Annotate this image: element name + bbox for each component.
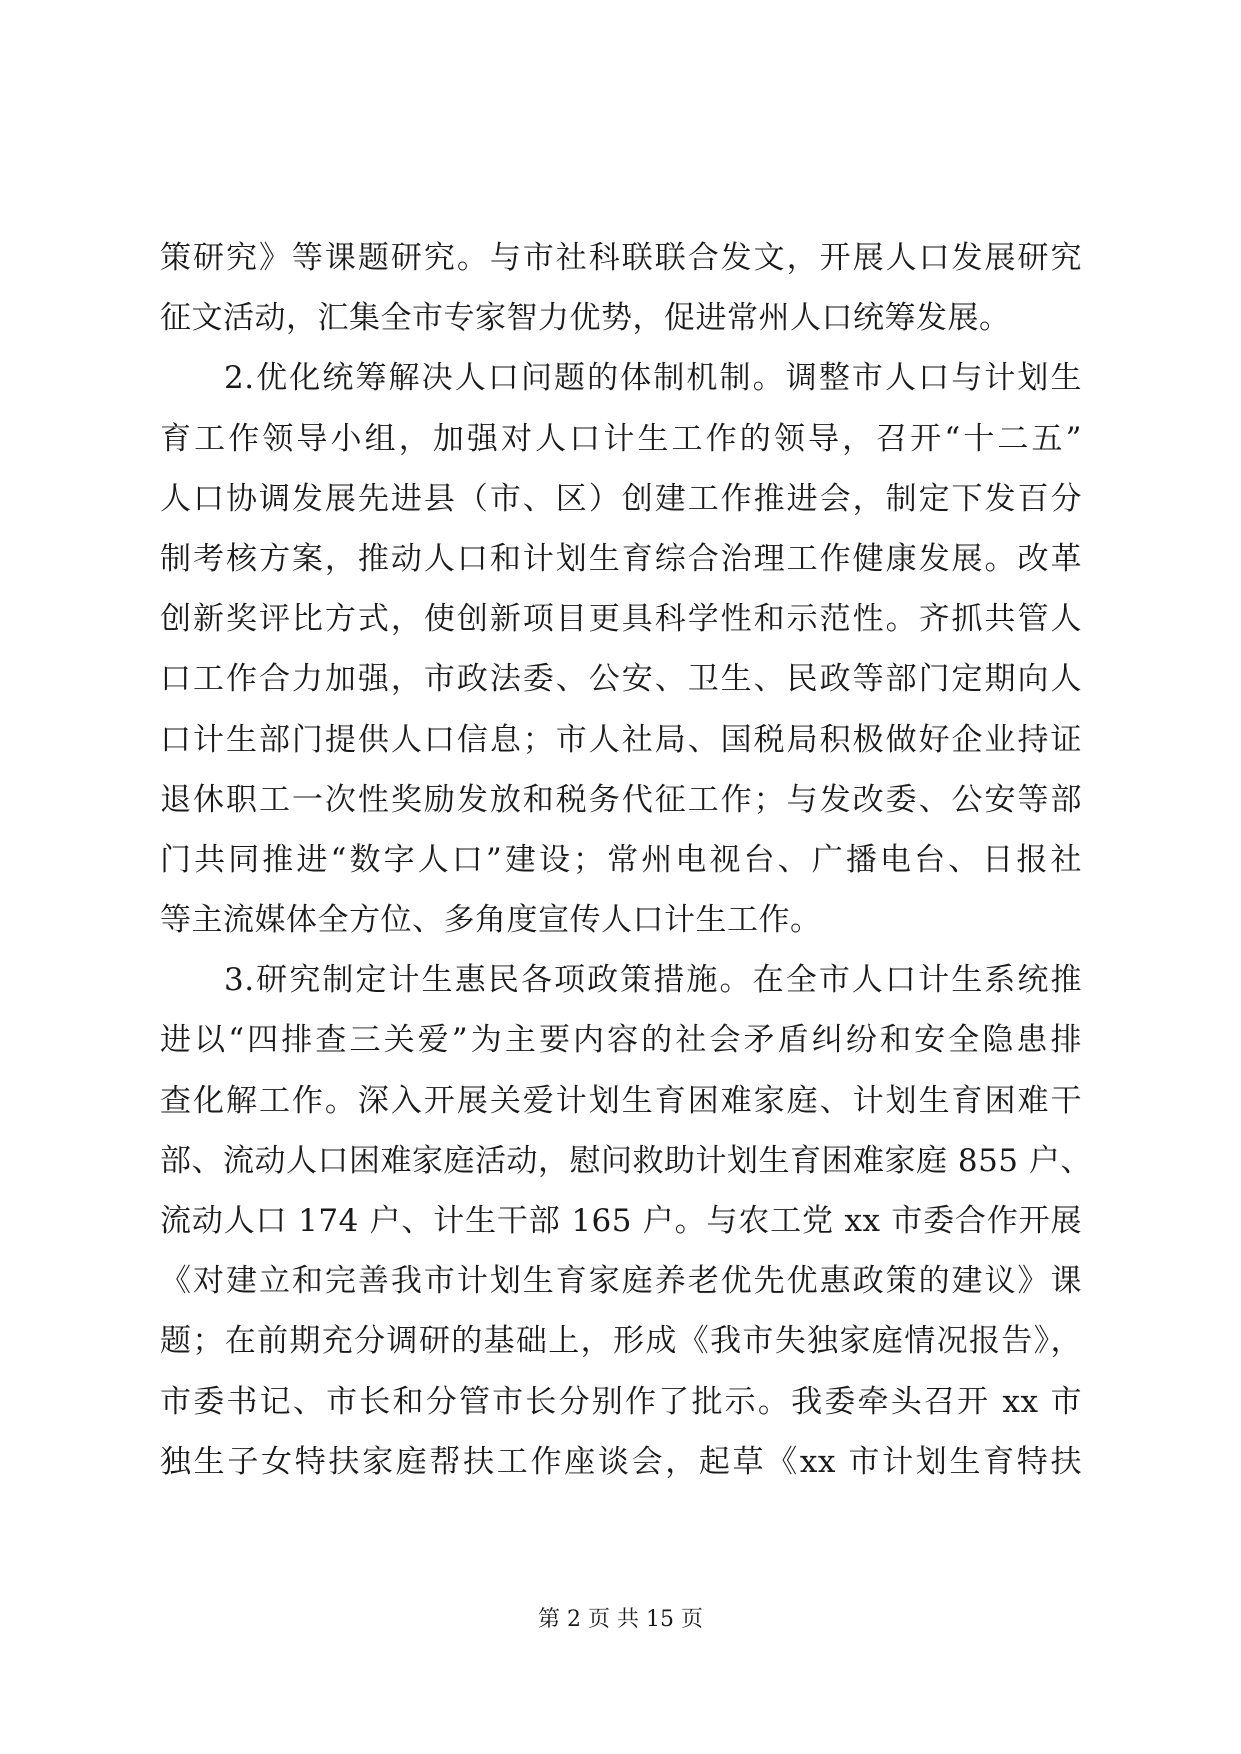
text-line-5: 人口协调发展先进县（市、区）创建工作推进会，制定下发百分 [160, 480, 1082, 517]
text-line-20: 市委书记、市长和分管市长分别作了批示。我委牵头召开 xx 市 [160, 1383, 1082, 1420]
text-line-11: 门共同推进“数字人口”建设；常州电视台、广播电台、日报社 [160, 841, 1082, 878]
text-line-16: 部、流动人口困难家庭活动，慰问救助计划生育困难家庭 855 户、 [160, 1142, 1092, 1179]
page-footer [0, 1605, 1241, 1635]
text-line-12: 等主流媒体全方位、多角度宣传人口计生工作。 [160, 902, 822, 939]
text-line-6: 制考核方案，推动人口和计划生育综合治理工作健康发展。改革 [160, 540, 1082, 577]
text-line-18: 《对建立和完善我市计划生育家庭养老优先优惠政策的建议》课 [160, 1263, 1082, 1300]
text-line-14: 进以“四排查三关爱”为主要内容的社会矛盾纠纷和安全隐患排 [160, 1022, 1082, 1059]
text-line-2: 征文活动，汇集全市专家智力优势，促进常州人口统筹发展。 [160, 300, 1011, 337]
text-line-21: 独生子女特扶家庭帮扶工作座谈会，起草《xx 市计划生育特扶 [160, 1443, 1082, 1480]
text-line-4: 育工作领导小组，加强对人口计生工作的领导，召开“十二五” [160, 420, 1082, 457]
text-line-19: 题；在前期充分调研的基础上，形成《我市失独家庭情况报告》， [160, 1323, 1082, 1360]
text-line-8: 口工作合力加强，市政法委、公安、卫生、民政等部门定期向人 [160, 661, 1082, 698]
text-line-9: 口计生部门提供人口信息；市人社局、国税局积极做好企业持证 [160, 721, 1082, 758]
text-line-15: 查化解工作。深入开展关爱计划生育困难家庭、计划生育困难干 [160, 1082, 1082, 1119]
text-line-17: 流动人口 174 户、计生干部 165 户。与农工党 xx 市委合作开展 [160, 1203, 1082, 1239]
text-line-7: 创新奖评比方式，使创新项目更具科学性和示范性。齐抓共管人 [160, 601, 1082, 638]
text-line-13: 3.研究制定计生惠民各项政策措施。在全市人口计生系统推 [224, 962, 1082, 999]
text-line-1: 策研究》等课题研究。与市社科联联合发文，开展人口发展研究 [160, 240, 1082, 276]
page-number: 第 2 页 共 15 页 [538, 1607, 703, 1632]
text-line-10: 退休职工一次性奖励发放和税务代征工作；与发改委、公安等部 [160, 781, 1082, 818]
document-body [160, 228, 1092, 1492]
text-line-3: 2.优化统筹解决人口问题的体制机制。调整市人口与计划生 [224, 360, 1082, 397]
